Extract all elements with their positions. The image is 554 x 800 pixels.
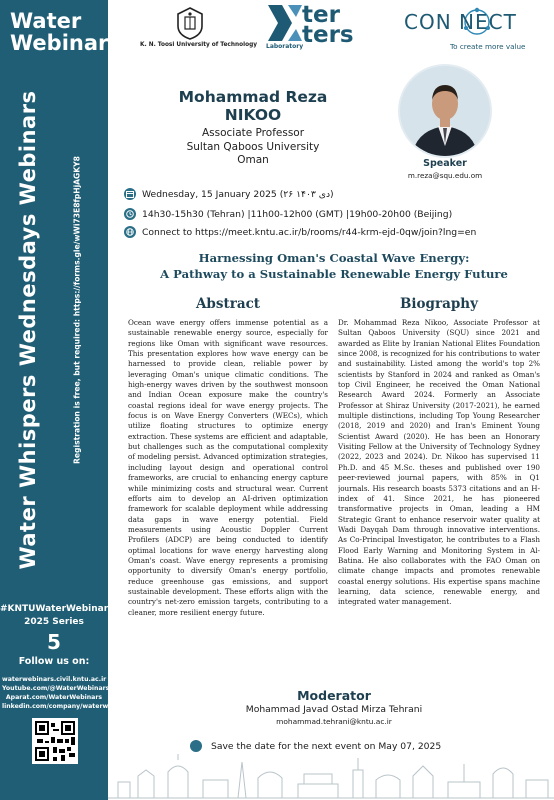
connect-tagline: To create more value	[450, 42, 526, 51]
skyline-illustration	[108, 752, 554, 800]
social-links	[2, 675, 135, 711]
event-link-row	[124, 226, 476, 238]
registration-text[interactable]: Registration is free, but required: https://forms.gle/wWi73E8fpHjAGKY8	[72, 156, 82, 464]
event-time-row	[124, 208, 452, 220]
hashtag-block	[0, 603, 114, 629]
speaker-name-line2: NIKOO	[224, 106, 282, 124]
calendar-icon	[190, 740, 202, 752]
ww-mark-icon	[266, 3, 304, 45]
sidebar	[0, 0, 135, 800]
abstract-text: Ocean wave energy offers immense potential as a sustainable renewable energy source, especially for regions like Oman with significant wave resources. This presentation explores how wave energy can be harnessed to provide clean, reliable power by leveraging Oman's unique climatic conditions. The high-energy waves driven by the southwest monsoon and Indian Ocean exposure make the country's coastal regions ideal for wave energy projects. The focus is on Wave Energy Converters (WECs), which utilize floating structures to optimize energy extraction. These systems are efficient and adaptable, but challenges such as the computational complexity of modeling persist. Advanced optimization strategies, including layout design and operational control frameworks, are crucial to enhancing energy capture while minimizing costs and structural wear. Current efforts aim to develop an AI-driven optimization framework for scalable deployment while addressing data gaps in wave energy potential. Field measurements using Acoustic Doppler Current Profilers (ADCP) are being conducted to identify optimal locations for wave energy harvesting along Oman's coast. Wave energy represents a promising opportunity to diversify Oman's energy portfolio, reduce greenhouse gas emissions, and support sustainable development. These efforts align with the country's net-zero emission targets, contributing to a cleaner, more resilient energy future.	[128, 318, 328, 617]
brand-logo	[10, 10, 121, 54]
water-waters-lab-logo	[266, 3, 376, 53]
moderator-email[interactable]: mohammad.tehrani@kntu.ac.ir	[276, 717, 392, 726]
connect-word: CON NECT	[404, 10, 517, 34]
webinar-number: 5	[47, 630, 61, 654]
abstract-heading: Abstract	[195, 296, 261, 312]
qr-code-icon	[35, 721, 75, 761]
calendar-icon	[124, 188, 136, 200]
connect-logo	[400, 6, 550, 54]
hashtag: #KNTUWaterWebinars	[0, 604, 114, 614]
vertical-title-text: Water Whispers Wednesdays Webinars	[16, 90, 40, 570]
speaker-label: Speaker	[423, 158, 467, 169]
speaker-country: Oman	[237, 154, 269, 166]
biography-heading: Biography	[400, 296, 478, 312]
event-date-row	[124, 188, 334, 200]
ww-lab-label: Laboratory	[266, 43, 304, 50]
talk-title	[115, 251, 553, 282]
save-the-date-row	[190, 740, 441, 752]
speaker-portrait-icon	[400, 66, 490, 156]
save-the-date: Save the date for the next event on May 07, 2025	[211, 740, 442, 752]
event-date: Wednesday, 15 January 2025 (۲۶ دی ۱۴۰۳)	[142, 188, 334, 200]
link-aparat[interactable]: Aparat.com/WaterWebinars	[5, 694, 103, 701]
event-time: 14h30-15h30 (Tehran) |11h00-12h00 (GMT) |19h00-20h00 (Beijing)	[142, 208, 453, 220]
speaker-title: Associate Professor	[201, 127, 305, 139]
link-linkedin[interactable]: linkedin.com/company/waterwebinars	[2, 703, 135, 710]
clock-icon	[124, 208, 136, 220]
moderator-heading: Moderator	[297, 688, 371, 703]
follow-label: Follow us on:	[18, 656, 90, 667]
talk-title-line2: A Pathway to a Sustainable Renewable Energy Future	[160, 266, 508, 281]
moderator-name: Mohammad Javad Ostad Mirza Tehrani	[245, 704, 423, 715]
vertical-title	[2, 90, 54, 570]
link-icon	[124, 226, 136, 238]
speaker-affiliation: Sultan Qaboos University	[186, 140, 320, 153]
brand-line1: Water	[10, 9, 82, 33]
kntu-caption: K. N. Toosi University of Technology	[140, 42, 257, 48]
link-youtube[interactable]: Youtube.com/@WaterWebinars	[2, 685, 110, 692]
link-website[interactable]: waterwebinars.civil.kntu.ac.ir	[2, 676, 107, 683]
talk-title-line1: Harnessing Oman's Coastal Wave Energy:	[198, 251, 470, 265]
kntu-emblem-icon	[175, 6, 205, 40]
speaker-role	[148, 127, 358, 168]
biography-text: Dr. Mohammad Reza Nikoo, Associate Professor at Sultan Qaboos University (SQU) since 2021 and awarded as Elite by Iranian National Elites Foundation since 2008, is recognized for his contributions to water and sustainability. Listed among the world's top 2% scientists by Stanford in 2024 and ranked as Oman's top Civil Engineer, he received the Oman National Research Award 2024. Formerly an Associate Professor at Shiraz University (2017-2021), he earned multiple distinctions, including Top Young Researcher (2018, 2019 and 2020) and Iran's Eminent Young Scientist Award (2020). He has been an Honorary Visiting Fellow at the University of Technology Sydney (2022, 2023 and 2024). Dr. Nikoo has supervised 11 Ph.D. and 45 M.Sc. theses and published over 190 peer-reviewed journal papers, with 85% in Q1 journals. His research boasts 5373 citations and an H-index of 41. Since 2021, he has pioneered transformative projects in Oman, leading a HM Strategic Grant to enhance reservoir water quality at Wadi Dayqah Dam through innovative interventions. As Co-Principal Investigator, he contributes to a Flash Flood Early Warning and Monitoring System in Al-Batina. He also collaborates with the FAO Oman on climate change impacts and promotes renewable coastal energy solutions. His expertise spans machine learning, data science, renewable energy, and integrated water management.	[338, 318, 540, 607]
speaker-name	[148, 88, 358, 124]
series-label: 2025 Series	[24, 617, 84, 627]
kntu-logo	[140, 6, 257, 48]
speaker-photo	[398, 64, 492, 158]
ww-line1: ter	[302, 2, 340, 28]
event-link[interactable]: Connect to https://meet.kntu.ac.ir/b/rooms/r44-krm-ejd-0qw/join?lng=en	[142, 226, 477, 238]
registration-note	[60, 95, 94, 525]
speaker-email[interactable]: m.reza@squ.edu.om	[407, 171, 483, 180]
brand-line2: Webinars	[10, 31, 121, 55]
ww-line2: ters	[302, 22, 354, 48]
qr-code	[32, 718, 78, 764]
speaker-name-line1: Mohammad Reza	[178, 88, 328, 106]
